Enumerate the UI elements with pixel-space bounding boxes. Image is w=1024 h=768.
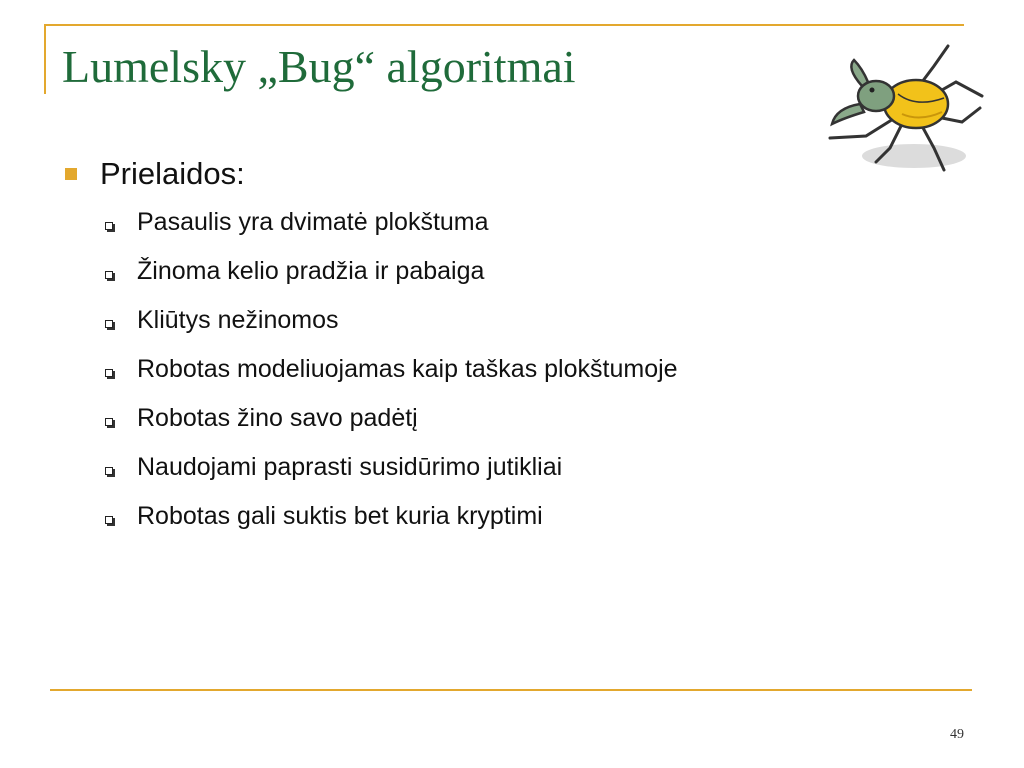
hollow-square-bullet-icon: [105, 467, 113, 475]
hollow-square-bullet-icon: [105, 418, 113, 426]
page-number: 49: [950, 727, 964, 742]
subbullet-text: Pasaulis yra dvimatė plokštuma: [137, 208, 489, 236]
subbullet-text: Kliūtys nežinomos: [137, 306, 339, 334]
subbullet-item: [62, 247, 678, 296]
hollow-square-bullet-icon: [105, 516, 113, 524]
subbullet-text: Robotas gali suktis bet kuria kryptimi: [137, 502, 543, 530]
square-bullet-icon: [65, 168, 77, 180]
bullet-item: [62, 150, 678, 198]
hollow-square-bullet-icon: [105, 271, 113, 279]
subbullet-item: [62, 345, 678, 394]
footer-rule: [50, 689, 972, 691]
subbullet-item: [62, 198, 678, 247]
beetle-icon: [806, 38, 986, 178]
bullet-text: Prielaidos:: [100, 156, 245, 191]
subbullet-item: [62, 443, 678, 492]
subbullet-item: [62, 394, 678, 443]
hollow-square-bullet-icon: [105, 369, 113, 377]
slide-content: [62, 150, 678, 541]
subbullet-item: [62, 296, 678, 345]
slide-title: Lumelsky „Bug“ algoritmai: [62, 41, 576, 92]
header-rule-top: [44, 24, 964, 26]
hollow-square-bullet-icon: [105, 320, 113, 328]
subbullet-text: Naudojami paprasti susidūrimo jutikliai: [137, 453, 563, 481]
header-rule-left: [44, 24, 46, 94]
hollow-square-bullet-icon: [105, 222, 113, 230]
subbullet-item: [62, 492, 678, 541]
subbullet-text: Žinoma kelio pradžia ir pabaiga: [137, 257, 485, 285]
subbullet-list: [62, 198, 678, 541]
subbullet-text: Robotas modeliuojamas kaip taškas plokštumoje: [137, 355, 678, 383]
subbullet-text: Robotas žino savo padėtį: [137, 404, 418, 432]
